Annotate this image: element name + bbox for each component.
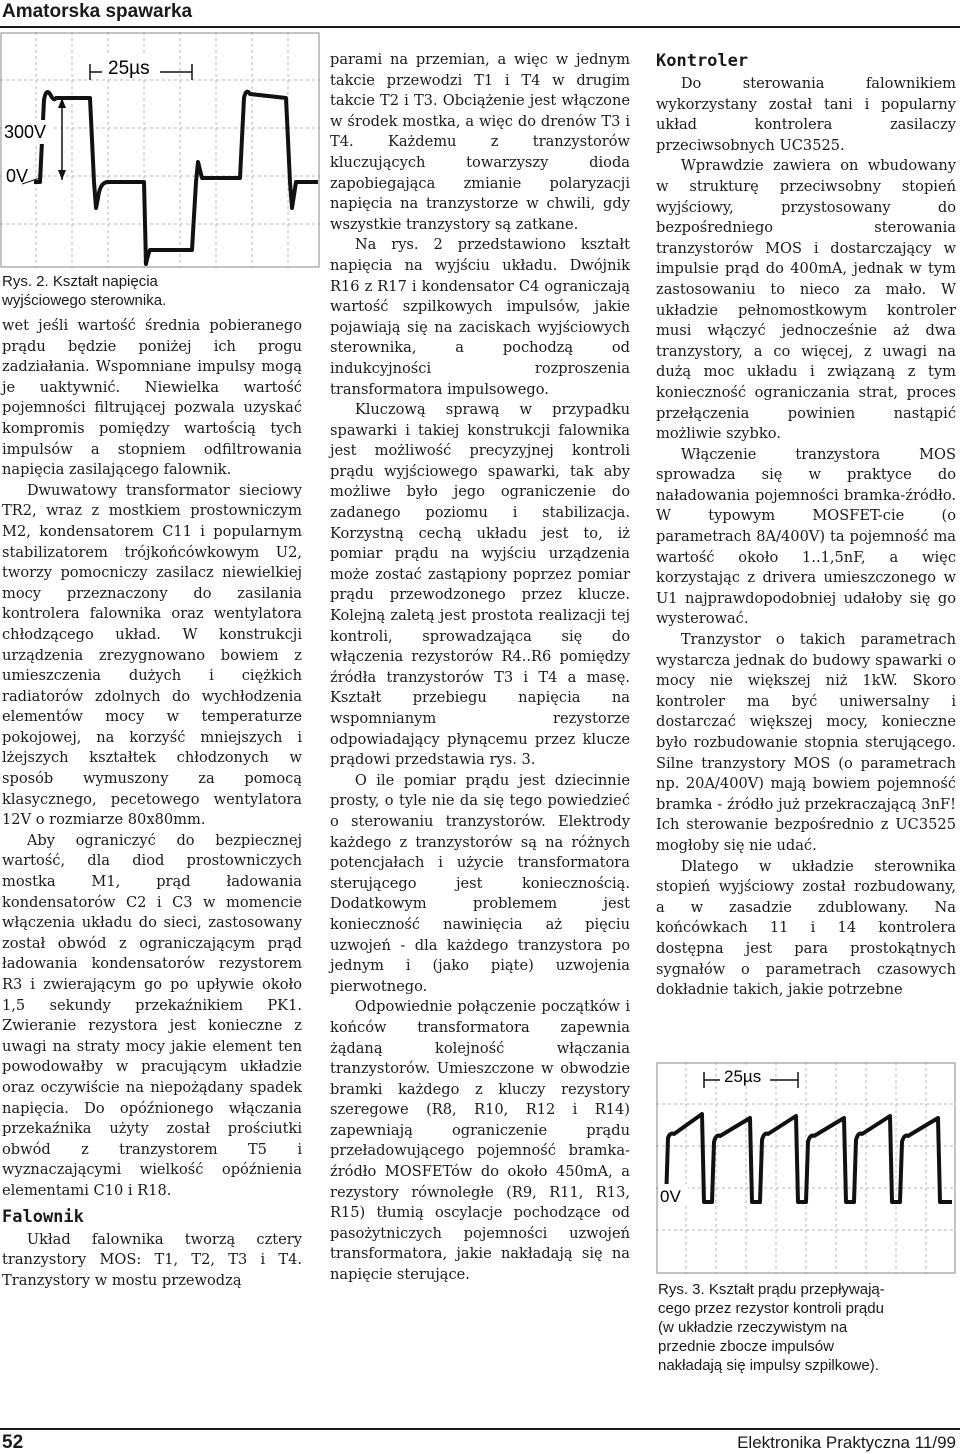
- figure-3-0v-label: 0V: [660, 1187, 681, 1206]
- header-rule: [0, 26, 960, 28]
- paragraph: Wprawdzie zawiera on wbudowany w strukturę przeciwsobny stopień wyjściowy, przystosowany do bezpośredniego sterowania tranzystorów MOS i dostarczający w impulsie prąd do 400mA, jednak w tym zastosowaniu to nieco za mało. W układzie pełnomostkowym kontroler musi włączyć jednocześnie aż dwa tranzystory, a co więcej, z uwagi na dużą moc układu i związaną z tym konieczność ograniczania strat, proces przełączenia powinien nastąpić możliwie szybko.: [656, 157, 956, 443]
- paragraph: Aby ograniczyć do bezpiecznej wartość, dla diod prostowniczych mostka M1, prąd ładowania kondensatorów C2 i C3 w momencie włączenia układu do sieci, zastosowany został obwód z ograniczającym prąd ładowania kondensatorów rezystorem R3 i zwierającym go po upływie około 1,5 sekundy przekaźnikiem PK1. Zwieranie rezystora jest konieczne z uwagi na straty mocy jakie element ten powodowałby w pracującym układzie oraz oczywiście na niepożądany spadek napięcia. Do opóźnionego włączania przekaźnika użyty został prościutki obwód z tranzystorem T5 i wyznaczającymi wielkość opóźnienia elementami C10 i R18.: [2, 831, 302, 1199]
- page-header: [0, 0, 960, 24]
- paragraph: O ile pomiar prądu jest dziecinnie prosty, o tyle nie da się tego powiedzieć o sterowaniu tranzystorów. Elektrody każdego z tranzystorów są na różnych potencjałach i użycie transformatora sterującego jest koniecznością. Dodatkowym problemem jest konieczność nawinięcia aż pięciu uzwojeń - dla każdego tranzystora po jednym i (jako piąte) uzwojenia pierwotnego.: [330, 771, 630, 995]
- paragraph: Dwuwatowy transformator sieciowy TR2, wraz z mostkiem prostowniczym M2, kondensatorem C11 i popularnym stabilizatorem trójkońcówkowym U2, tworzy pomocniczy zasilacz niewielkiej mocy przeznaczony do zasilania kontrolera falownika oraz wentylatora chłodzącego układ. W konstrukcji urządzenia zrezygnowano bowiem z umieszczenia dużych i ciężkich radiatorów zdolnych do wychłodzenia elementów mocy w temperaturze pokojowej, na korzyść mniejszych i lżejszych kształtek chłodzonych w sposób wymuszony za pomocą klasycznego, pecetowego wentylatora 12V o rozmiarze 80x80mm.: [2, 481, 302, 829]
- column-3: [656, 50, 956, 1001]
- paragraph: Odpowiednie połączenie początków i końców transformatora zapewnia żądaną kolejność włączania tranzystorów. Umieszczone w obwodzie bramki każdego z kluczy rezystory szeregowe (R8, R10, R12 i R14) zapewniają ograniczenie prądu przeładowującego pojemność bramka-źródło MOSFETów do około 450mA, a rezystory równoległe (R9, R11, R13, R15) tłumią oscylacje pochodzące od pasożytniczych pojemności uzwojeń transformatora, jakie nakładają się na napięcie sterujące.: [330, 998, 630, 1284]
- figure-2-0v-label: 0V: [6, 166, 29, 186]
- figure-2-caption-line: wyjściowego sterownika.: [2, 292, 167, 309]
- figure-2-300v-label: 300V: [4, 122, 47, 142]
- column-2: [330, 50, 630, 1286]
- paragraph: Do sterowania falownikiem wykorzystany został tani i popularny układ kontrolera zasilaczy przeciwsobnych UC3525.: [656, 75, 956, 154]
- figure-3-time-label: 25µs: [724, 1067, 762, 1086]
- figure-3-caption-line: nakładają się impulsy szpilkowe).: [658, 1357, 879, 1374]
- figure-2-waveform: [0, 32, 320, 268]
- paragraph: Na rys. 2 przedstawiono kształt napięcia na wyjściu układu. Dwójnik R16 z R17 i kondensator C4 ograniczają wartość szpilkowych impulsów, jakie pojawiają się na zaciskach wyjściowych sterownika, a pochodzą od indukcyjności rozproszenia transformatora impulsowego.: [330, 236, 630, 398]
- paragraph: Kluczową sprawą w przypadku spawarki i takiej konstrukcji falownika jest możliwość precyzyjnej kontroli prądu wyjściowego spawarki, tak aby możliwe było jego ograniczenie do zadanego poziomu i stabilizacja. Korzystną cechą układu jest to, iż pomiar prądu na wyjściu urządzenia może zostać zastąpiony poprzez pomiar prądu przewodzonego przez klucze. Kolejną zaletą jest prostota realizacji tej kontroli, sprowadzająca się do włączenia rezystorów R4..R6 pomiędzy źródła tranzystorów T3 i T4 a masę. Kształt przebiegu napięcia na wspomnianym rezystorze odpowiadający płynącemu przez klucze prądowi przedstawia rys. 3.: [330, 401, 630, 769]
- magazine-issue: Elektronika Praktyczna 11/99: [737, 1433, 956, 1452]
- running-title: Amatorska spawarka: [2, 1, 193, 22]
- figure-3-caption-line: (w układzie rzeczywistym na: [658, 1319, 848, 1336]
- figure-3-caption-line: cego przez rezystor kontroli prądu: [658, 1300, 884, 1317]
- figure-3: [656, 1062, 956, 1402]
- paragraph: wet jeśli wartość średnia pobieranego prądu będzie poniżej ich progu zadziałania. Wspomniane impulsy mogą je uaktywnić. Niewielka wartość pojemności filtrującej pozwala uzyskać kompromis pomiędzy wartością tych impulsów a stopniem odfiltrowania napięcia zasilającego falownik.: [2, 317, 302, 479]
- paragraph: Tranzystor o takich parametrach wystarcza jednak do budowy spawarki o mocy nie większej niż 1kW. Skoro kontroler ma być uniwersalny i dostarczać większej mocy, konieczne było rozbudowanie stopnia sterującego. Silne tranzystory MOS (o parametrach np. 20A/400V) mają bowiem pojemność bramka - źródło już przekraczającą 3nF! Ich sterowanie bezpośrednio z UC3525 mogłoby się nie udać.: [656, 631, 956, 854]
- paragraph: Układ falownika tworzą cztery tranzystory MOS: T1, T2, T3 i T4. Tranzystory w mostu przewodzą: [2, 1230, 302, 1289]
- paragraph: Dlatego w układzie sterownika stopień wyjściowy został rozbudowany, a w zasadzie zdublowany. Na końcówkach 11 i 14 kontrolera dostępna jest para prostokątnych sygnałów o parametrach czasowych dokładnie takich, jakie potrzebne: [656, 857, 956, 999]
- figure-2-caption-line: Rys. 2. Kształt napięcia: [2, 273, 158, 290]
- figure-3-caption-line: przednie zbocze impulsów: [658, 1338, 834, 1355]
- section-heading-falownik: Falownik: [2, 1206, 84, 1227]
- column-1: [2, 316, 302, 1291]
- figure-2: [0, 32, 320, 332]
- figure-3-caption: [658, 1280, 956, 1375]
- figure-2-caption: [2, 272, 302, 310]
- figure-3-waveform: [656, 1062, 956, 1274]
- paragraph: Włączenie tranzystora MOS sprowadza się w praktyce do naładowania pojemności bramka-źródło. W typowym MOSFET-cie (o parametrach 8A/400V) ta pojemność ma wartość około 1..1,5nF, a więc korzystając z drivera umieszczonego w U1 najprawdopodobniej udałoby się go wysterować.: [656, 445, 956, 628]
- paragraph: parami na przemian, a więc w jednym takcie przewodzi T1 i T4 w drugim takcie T2 i T3. Obciążenie jest włączone w środek mostka, a więc do drenów T3 i T4. Każdemu z tranzystorów kluczujących towarzyszy dioda zapobiegająca zmianie polaryzacji napięcia na tranzystorze w chwili, gdy wszystkie tranzystory są zatkane.: [330, 51, 630, 233]
- figure-3-caption-line: Rys. 3. Kształt prądu przepływają-: [658, 1281, 885, 1298]
- footer-rule: [0, 1428, 960, 1430]
- figure-2-time-label: 25µs: [108, 58, 150, 79]
- section-heading-kontroler: Kontroler: [656, 51, 749, 71]
- page-number: 52: [2, 1432, 24, 1453]
